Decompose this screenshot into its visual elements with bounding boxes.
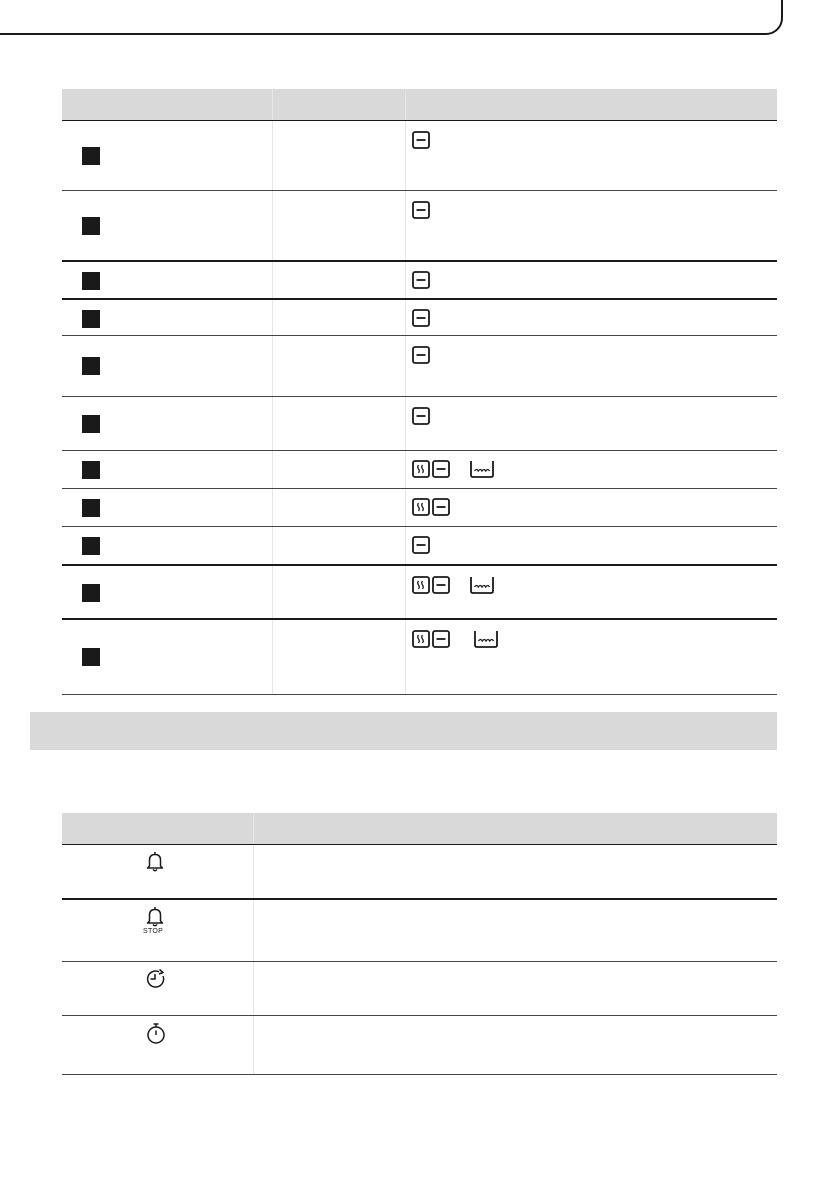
table-row — [62, 451, 777, 489]
table-row — [62, 565, 777, 619]
table-row — [62, 1016, 777, 1075]
bottom-heat-icon — [412, 309, 430, 327]
row-marker — [82, 147, 100, 165]
programme-table — [62, 89, 777, 695]
clock-functions-table — [62, 813, 777, 1075]
bottom-heat-icon — [432, 460, 450, 478]
row-marker — [82, 537, 100, 555]
table-row — [62, 899, 777, 962]
bottom-heat-icon — [412, 346, 430, 364]
bottom-heat-icon — [412, 407, 430, 425]
row-marker — [82, 648, 100, 666]
row-marker — [82, 461, 100, 479]
function-icons — [412, 131, 430, 149]
steam-icon — [412, 630, 430, 648]
table-row — [62, 397, 777, 451]
bottom-heat-icon — [412, 131, 430, 149]
steam-icon — [412, 576, 430, 594]
function-icons — [412, 346, 430, 364]
bottom-heat-icon — [412, 271, 430, 289]
function-icons — [412, 407, 430, 425]
table-row — [62, 619, 777, 695]
header-cell — [272, 89, 405, 121]
table-row — [62, 121, 777, 191]
steam-icon — [412, 460, 430, 478]
function-icons — [412, 498, 450, 516]
water-tray-icon — [470, 460, 494, 478]
table-row — [62, 962, 777, 1016]
stopwatch-icon — [145, 1022, 167, 1044]
bottom-heat-icon — [432, 498, 450, 516]
table-row — [62, 845, 777, 899]
row-marker — [82, 310, 100, 328]
bottom-heat-icon — [412, 536, 430, 554]
function-icons — [412, 576, 494, 594]
programme-table-header — [62, 89, 777, 121]
row-marker — [82, 499, 100, 517]
header-cell — [253, 813, 777, 845]
header-cell — [62, 89, 272, 121]
function-icons — [412, 630, 498, 648]
bell-stop-icon — [145, 906, 165, 928]
table-row — [62, 527, 777, 565]
bottom-heat-icon — [412, 201, 430, 219]
row-marker — [82, 415, 100, 433]
table-row — [62, 299, 777, 336]
row-marker — [82, 272, 100, 290]
stop-label: STOP — [143, 927, 164, 935]
function-icons — [412, 460, 494, 478]
table-row — [62, 489, 777, 527]
bottom-heat-icon — [432, 630, 450, 648]
row-marker — [82, 357, 100, 375]
header-cell — [62, 813, 253, 845]
table-row — [62, 191, 777, 261]
clock-table-header — [62, 813, 777, 845]
steam-icon — [412, 498, 430, 516]
function-icons — [412, 271, 430, 289]
bell-icon — [145, 851, 165, 873]
header-cell — [405, 89, 777, 121]
function-icons — [412, 309, 430, 327]
water-tray-icon — [470, 576, 494, 594]
bottom-heat-icon — [432, 576, 450, 594]
table-row — [62, 336, 777, 397]
function-icons — [412, 536, 430, 554]
section-heading-band — [30, 712, 777, 750]
timer-add-icon — [145, 968, 167, 990]
function-icons — [412, 201, 430, 219]
water-tray-icon — [474, 630, 498, 648]
row-marker — [82, 217, 100, 235]
table-row — [62, 261, 777, 299]
row-marker — [82, 584, 100, 602]
